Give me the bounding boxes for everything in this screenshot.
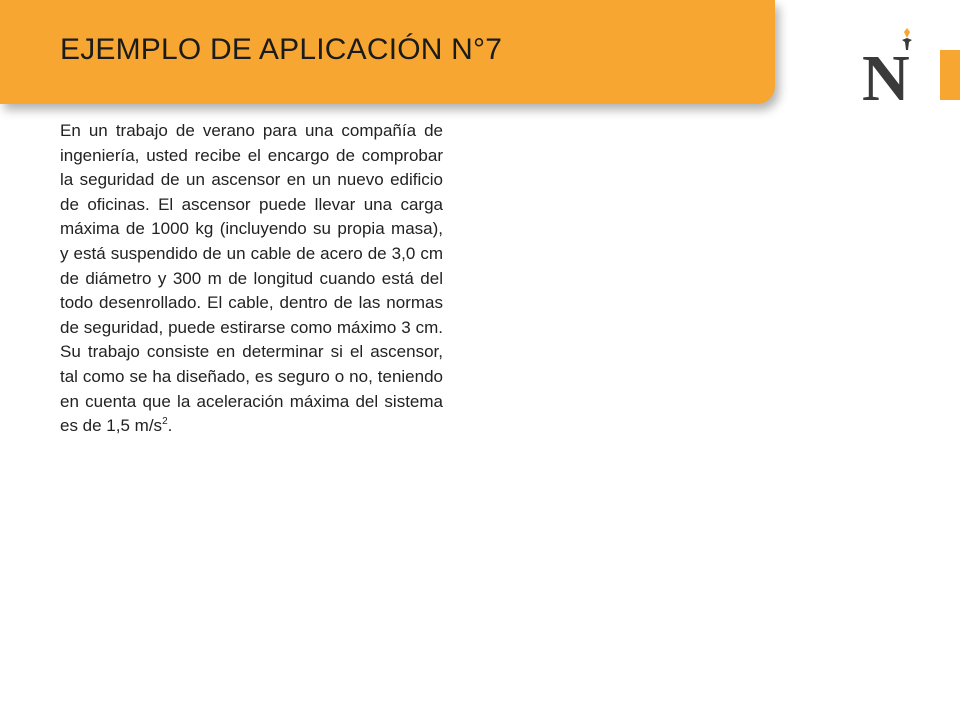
logo-letter: N — [862, 42, 910, 104]
title-banner — [0, 0, 775, 104]
unit-exponent: 2 — [162, 416, 168, 428]
university-logo-icon — [860, 28, 916, 104]
problem-text: En un trabajo de verano para una compañía de ingeniería, usted recibe el encargo de comprobar la seguridad de un ascensor en un nuevo edificio de oficinas. El ascensor puede llevar una carga máxima de 1000 kg (incluyendo su propia masa), y está suspendido de un cable de acero de 3,0 cm de diámetro y 300 m de longitud cuando está del todo desenrollado. El cable, dentro de las normas de seguridad, puede estirarse como máximo 3 cm. Su trabajo consiste en determinar si el ascensor, tal como se ha diseñado, es seguro o no, teniendo en cuenta que la aceleración máxima del sistema es de 1,5 m/s — [60, 121, 443, 436]
problem-statement — [60, 119, 443, 439]
slide-title: EJEMPLO DE APLICACIÓN N°7 — [60, 33, 503, 66]
torch-flame-icon — [904, 28, 910, 38]
problem-text-end: . — [167, 416, 173, 436]
accent-bar — [940, 50, 960, 100]
